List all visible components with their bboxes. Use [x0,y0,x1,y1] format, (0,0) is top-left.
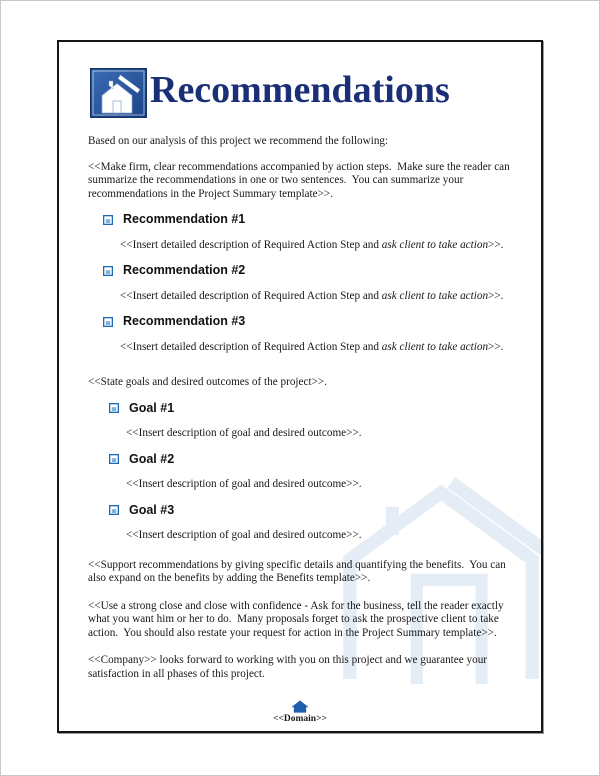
company-logo-house-icon [90,68,147,118]
recommendation-description [120,290,515,304]
goal-heading-row [109,453,515,467]
goal-heading-row [109,402,515,416]
list-bullet-house-icon [109,454,119,464]
goal-item [88,402,515,441]
recommendation-heading-row [103,213,515,227]
recommendation-heading: Recommendation #3 [123,314,246,328]
list-bullet-house-icon [103,266,113,276]
recommendation-heading: Recommendation #1 [123,212,246,226]
list-bullet-house-icon [103,215,113,225]
description-italic-text: ask client to take action [381,289,489,302]
description-text: >>. [488,238,504,251]
close-paragraph: <<Use a strong close and close with confidence - Ask for the business, tell the reader exactly what you want him or her to do. Many proposals forget to ask the prospective client to take action. You should also restate your request for action in the Project Summary template>>. [88,599,507,639]
goal-item [88,504,515,543]
description-text: <<Insert detailed description of Required Action Step and [120,289,382,302]
goal-heading: Goal #3 [129,502,175,517]
page-frame [57,40,543,733]
recommendation-heading-row [103,264,515,278]
description-text: >>. [488,340,504,353]
recommendation-item [88,264,515,303]
footer-house-icon [290,700,310,713]
intro-paragraph: Based on our analysis of this project we recommend the following: [88,135,389,147]
goal-heading: Goal #1 [129,400,175,415]
goal-description: <<Insert description of goal and desired outcome>>. [126,427,362,439]
list-bullet-house-icon [109,403,119,413]
goal-heading-row [109,504,515,518]
description-italic-text: ask client to take action [381,340,489,353]
page-title: Recommendations [150,69,450,111]
recommendation-item [88,315,515,354]
goals-intro-paragraph: <<State goals and desired outcomes of the project>>. [88,376,327,388]
page-content [59,68,541,681]
recommendation-description [120,239,515,253]
description-text: <<Insert detailed description of Required Action Step and [120,238,382,251]
recommendation-item [88,213,515,252]
goal-heading: Goal #2 [129,451,175,466]
goal-item [88,453,515,492]
page-footer [59,700,541,724]
description-italic-text: ask client to take action [381,238,489,251]
recommendation-heading: Recommendation #2 [123,263,246,277]
description-text: >>. [488,289,504,302]
company-paragraph: <<Company>> looks forward to working with you on this project and we guarantee your satisfaction in all phases of this project. [88,654,490,680]
goal-description: <<Insert description of goal and desired outcome>>. [126,529,362,541]
list-bullet-house-icon [109,505,119,515]
recommendation-heading-row [103,315,515,329]
recommendation-description [120,341,515,355]
support-paragraph: <<Support recommendations by giving specific details and quantifying the benefits. You can also expand on the benefits by adding the Benefits template>>. [88,558,509,584]
guidance-paragraph: <<Make firm, clear recommendations accompanied by action steps. Make sure the reader can summarize the recommendations in one or two sentences. You can summarize your recommendations in the Project Summary template>>. [88,160,513,200]
page-header [90,68,515,118]
goal-description: <<Insert description of goal and desired outcome>>. [126,478,362,490]
description-text: <<Insert detailed description of Required Action Step and [120,340,382,353]
list-bullet-house-icon [103,317,113,327]
footer-domain-label: <<Domain>> [273,714,327,724]
